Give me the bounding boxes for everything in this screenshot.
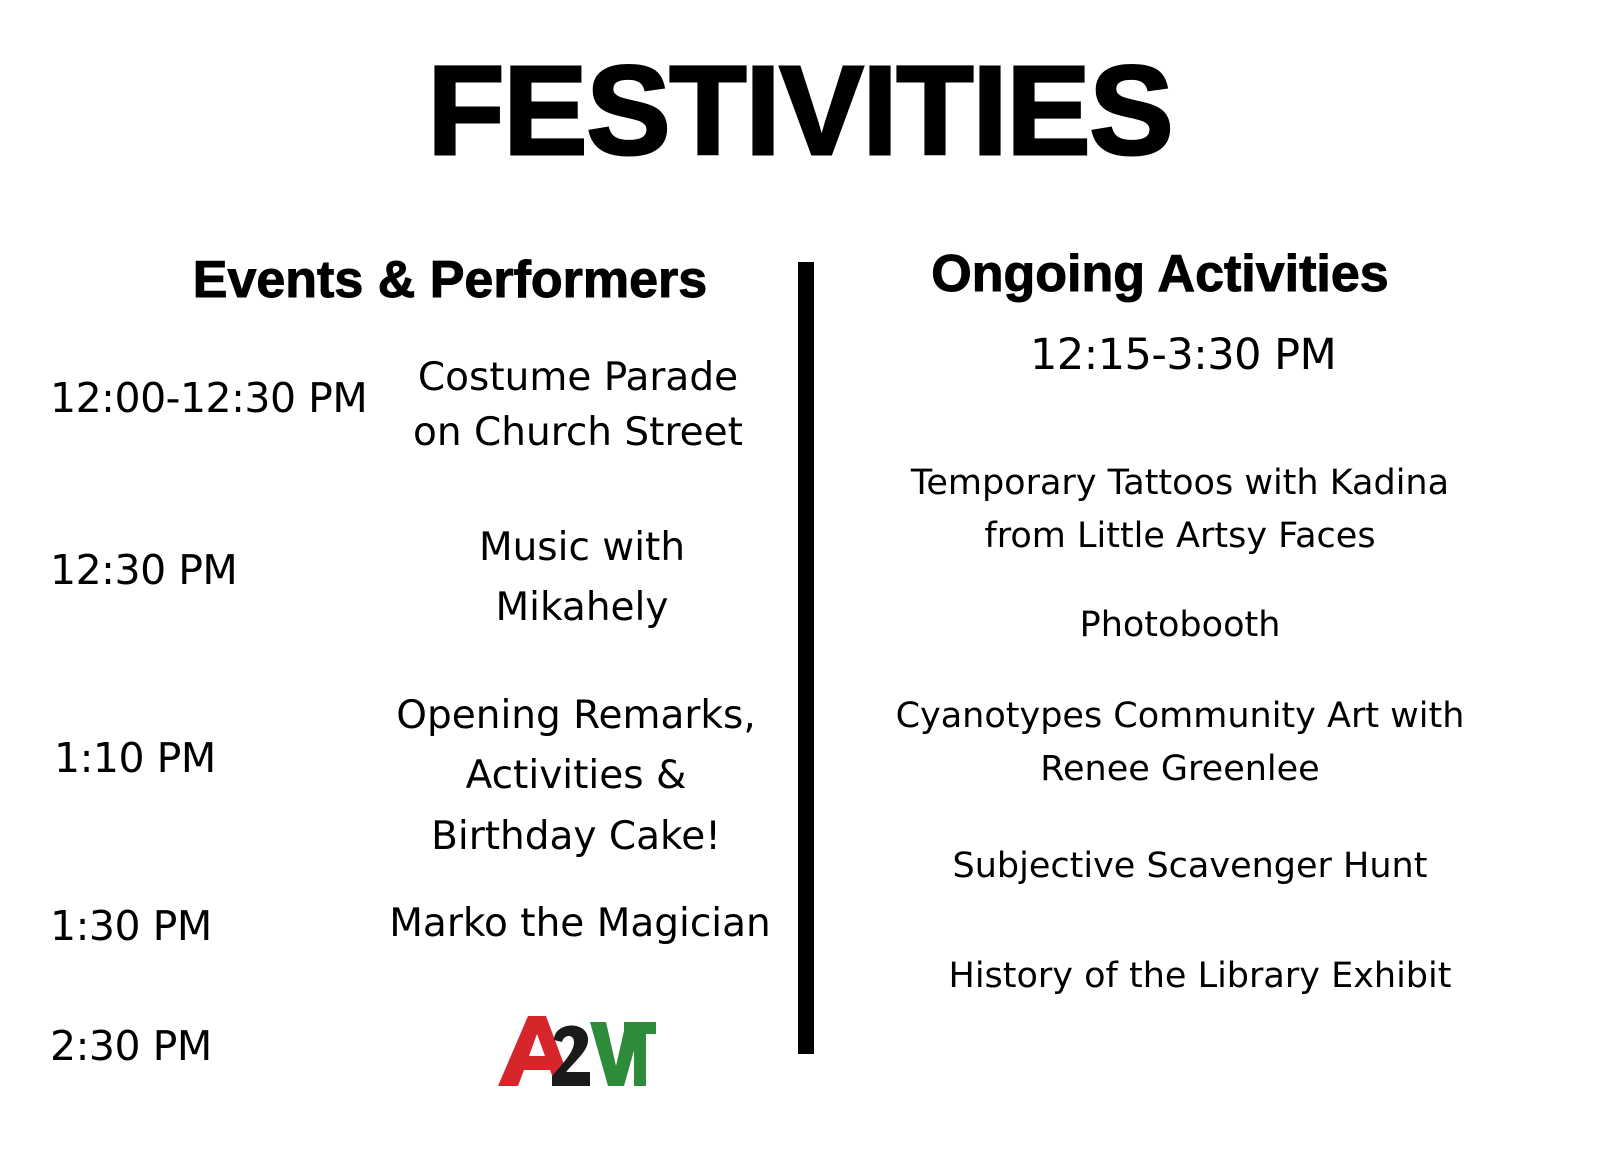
activity-line: History of the Library Exhibit bbox=[948, 956, 1452, 996]
event-name-line: Marko the Magician bbox=[389, 901, 771, 946]
a2vt-logo bbox=[496, 1010, 656, 1090]
event-name bbox=[382, 518, 782, 639]
event-name-line: Birthday Cake! bbox=[431, 813, 721, 859]
event-name-line: Activities & bbox=[465, 753, 687, 799]
activity-line: from Little Artsy Faces bbox=[984, 516, 1376, 557]
activity-line: Renee Greenlee bbox=[1040, 749, 1320, 790]
event-name-line: Costume Parade bbox=[417, 355, 739, 400]
activity-line: Cyanotypes Community Art with bbox=[895, 696, 1465, 736]
activity-item bbox=[890, 840, 1490, 893]
event-time: 1:10 PM bbox=[54, 734, 216, 782]
column-divider bbox=[798, 262, 814, 1054]
event-time: 12:30 PM bbox=[50, 546, 238, 594]
event-time: 1:30 PM bbox=[50, 902, 212, 950]
page-title: FESTIVITIES bbox=[427, 40, 1173, 181]
event-time: 2:30 PM bbox=[50, 1022, 212, 1070]
event-name-line: on Church Street bbox=[413, 410, 743, 456]
event-name-line: Music with bbox=[478, 525, 686, 570]
event-name bbox=[370, 896, 790, 951]
activity-line: Temporary Tattoos with Kadina bbox=[910, 463, 1450, 503]
events-heading: Events & Performers bbox=[192, 251, 708, 309]
event-name-line: Opening Remarks, bbox=[396, 693, 756, 738]
activities-heading: Ongoing Activities bbox=[931, 245, 1389, 303]
activity-item bbox=[880, 690, 1480, 796]
event-name bbox=[378, 350, 778, 461]
activity-line: Photobooth bbox=[1079, 605, 1281, 645]
activities-time: 12:15-3:30 PM bbox=[1030, 330, 1337, 380]
activity-item bbox=[880, 457, 1480, 563]
activity-line: Subjective Scavenger Hunt bbox=[952, 846, 1428, 886]
event-time: 12:00-12:30 PM bbox=[50, 374, 368, 422]
event-name-line: Mikahely bbox=[495, 585, 669, 631]
event-name bbox=[376, 686, 776, 867]
activity-item bbox=[900, 950, 1500, 1003]
activity-item bbox=[880, 599, 1480, 652]
